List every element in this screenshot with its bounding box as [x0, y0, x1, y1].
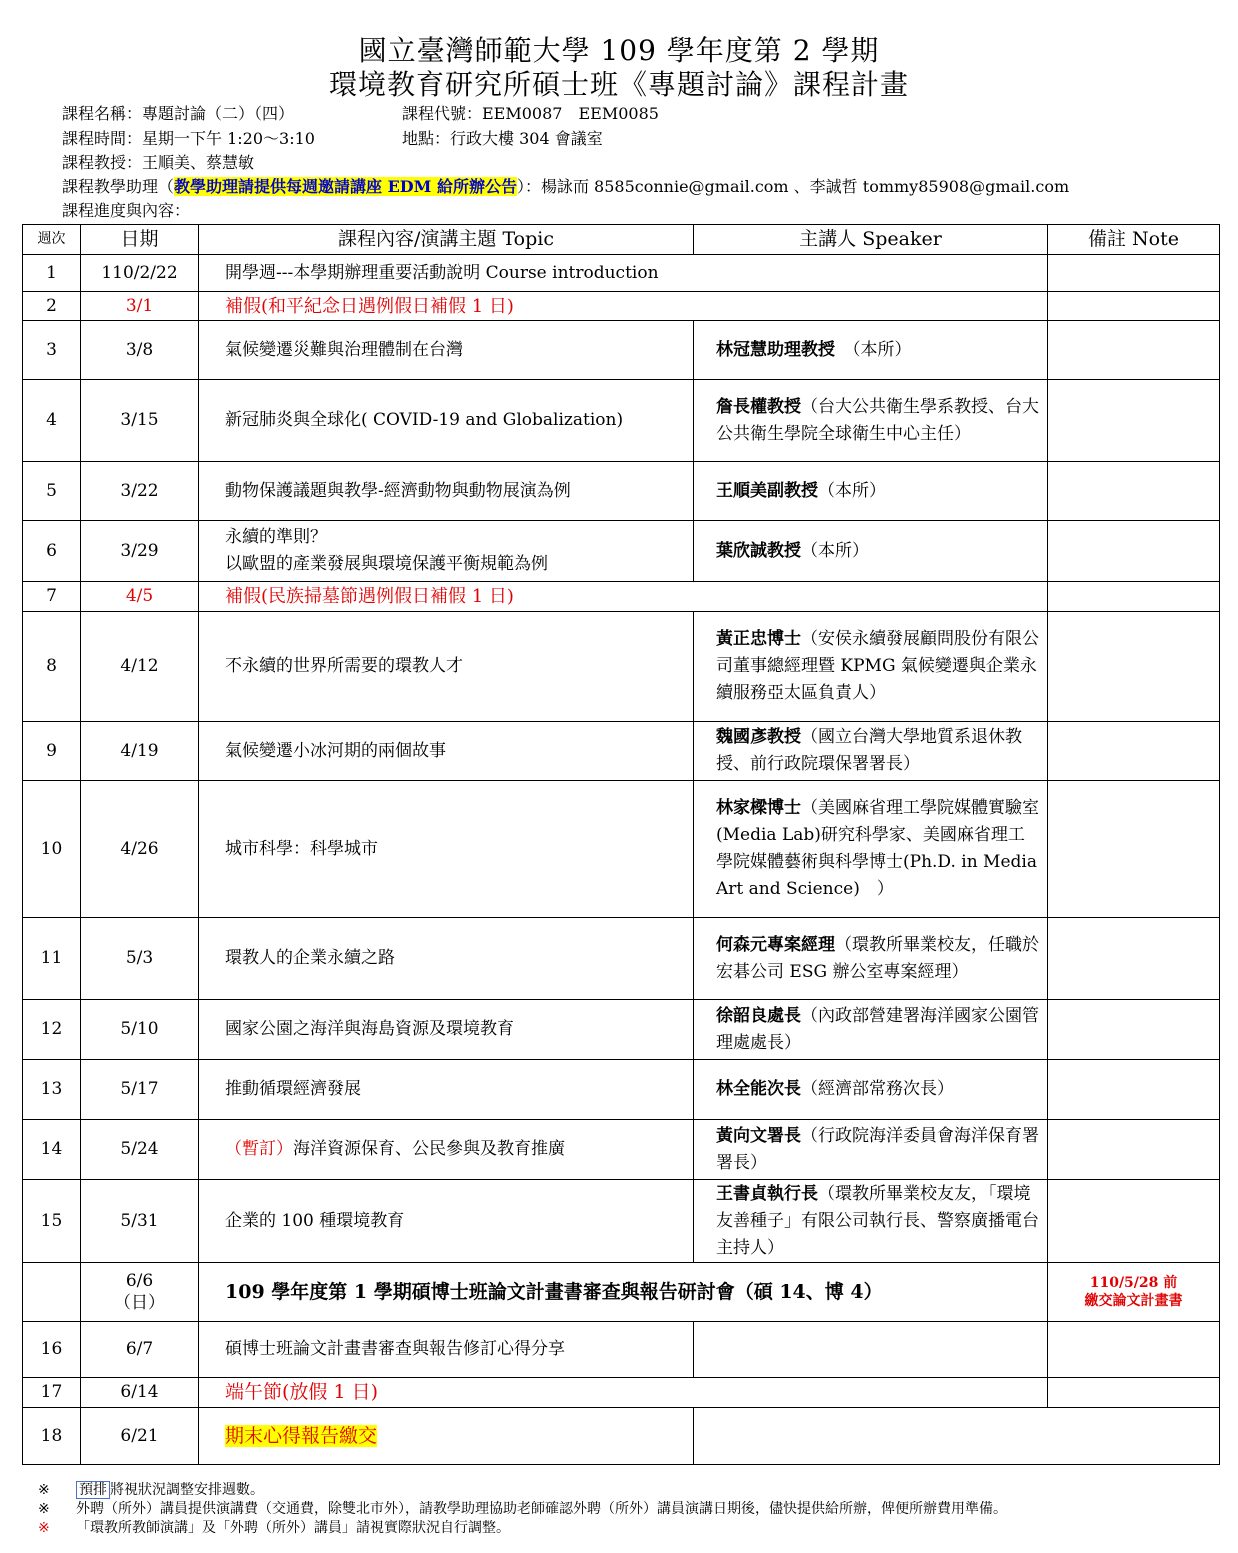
note-cell	[1048, 1322, 1220, 1378]
ta-prefix: 課程教學助理（	[62, 177, 175, 196]
date-cell: 3/8	[81, 321, 199, 380]
speaker-cell	[694, 1180, 1048, 1263]
date-cell: 3/1	[81, 292, 199, 321]
topic-text: 海洋資源保育、公民參與及教育推廣	[293, 1139, 565, 1159]
footnote-text: 外聘（所外）講員提供演講費（交通費，除雙北市外），請教學助理協助老師確認外聘（所外）講員演講日期後，儘快提供給所辦，俾便所辦費用準備。	[76, 1501, 1007, 1517]
date-cell: 6/7	[81, 1322, 199, 1378]
speaker-cell	[694, 1060, 1048, 1120]
ta-contacts: ）：楊詠而 8585connie@gmail.com 、李誠哲 tommy85908@gmail.com	[516, 177, 1070, 196]
header-speaker: 主講人 Speaker	[694, 225, 1048, 255]
speaker-cell	[694, 462, 1048, 521]
week-cell: 14	[23, 1120, 81, 1180]
speaker-affiliation: （環教所畢業校友，任職於宏碁公司 ESG 辦公室專案經理）	[716, 934, 1039, 982]
speaker-affiliation: （內政部營建署海洋國家公園管理處處長）	[716, 1005, 1039, 1053]
topic-cell: 推動循環經濟發展	[199, 1060, 694, 1120]
topic-cell: 環教人的企業永續之路	[199, 918, 694, 1000]
week-cell: 1	[23, 255, 81, 292]
note-cell	[1048, 1060, 1220, 1120]
table-row	[23, 255, 1220, 292]
speaker-name: 詹長權教授	[716, 396, 801, 417]
reference-mark: ※	[38, 1501, 50, 1517]
speaker-affiliation: （本所）	[835, 339, 912, 360]
date-line: （日）	[114, 1293, 165, 1313]
speaker-name: 林全能次長	[716, 1079, 801, 1099]
date-cell: 110/2/22	[81, 255, 199, 292]
topic-cell	[199, 1120, 694, 1180]
topic-cell: 109 學年度第 1 學期碩博士班論文計畫書審查與報告研討會（碩 14、博 4）	[199, 1263, 1048, 1322]
topic-cell: 城市科學：科學城市	[199, 781, 694, 918]
date-cell: 3/22	[81, 462, 199, 521]
note-cell	[1048, 722, 1220, 781]
speaker-name: 王書貞執行長	[716, 1183, 818, 1204]
topic-line: 以歐盟的產業發展與環境保護平衡規範為例	[225, 554, 548, 574]
speaker-name: 林家樑博士	[716, 798, 801, 818]
reference-mark: ※	[38, 1520, 50, 1536]
speaker-cell	[694, 521, 1048, 582]
note-cell	[1048, 380, 1220, 462]
header-topic: 課程內容/演講主題 Topic	[199, 225, 694, 255]
table-row	[23, 722, 1220, 781]
note-line: 繳交論文計畫書	[1084, 1293, 1183, 1309]
table-row	[23, 1263, 1220, 1322]
week-cell: 4	[23, 380, 81, 462]
date-cell: 4/5	[81, 582, 199, 612]
final-report-highlight: 期末心得報告繳交	[225, 1424, 378, 1447]
date-cell: 3/15	[81, 380, 199, 462]
week-cell: 10	[23, 781, 81, 918]
speaker-affiliation: （環教所畢業校友友，「環境友善種子」有限公司執行長、警察廣播電台主持人）	[716, 1183, 1039, 1258]
tentative-tag: （暫訂）	[225, 1139, 293, 1159]
table-row	[23, 321, 1220, 380]
note-cell	[1048, 1378, 1220, 1408]
speaker-cell	[694, 781, 1048, 918]
speaker-cell	[694, 321, 1048, 380]
table-row	[23, 1000, 1220, 1060]
topic-cell: 開學週---本學期辦理重要活動說明 Course introduction	[199, 255, 1048, 292]
topic-cell: 新冠肺炎與全球化( COVID-19 and Globalization)	[199, 380, 694, 462]
footnote-2	[38, 1500, 1007, 1518]
week-cell	[23, 1263, 81, 1322]
table-row	[23, 612, 1220, 722]
document-title-line2: 環境教育研究所碩士班《專題討論》課程計畫	[328, 68, 909, 101]
speaker-affiliation: （台大公共衛生學系教授、台大公共衛生學院全球衛生中心主任）	[716, 396, 1039, 444]
date-cell: 6/14	[81, 1378, 199, 1408]
week-cell: 17	[23, 1378, 81, 1408]
table-row	[23, 1120, 1220, 1180]
speaker-name: 黃向文署長	[716, 1125, 801, 1146]
note-cell	[1048, 1120, 1220, 1180]
topic-cell	[199, 1408, 694, 1465]
week-cell: 18	[23, 1408, 81, 1465]
date-cell: 5/17	[81, 1060, 199, 1120]
speaker-affiliation: （本所）	[818, 480, 886, 501]
date-cell: 5/10	[81, 1000, 199, 1060]
week-cell: 2	[23, 292, 81, 321]
note-cell	[1048, 781, 1220, 918]
note-cell	[1048, 918, 1220, 1000]
note-cell	[1048, 255, 1220, 292]
speaker-cell	[694, 612, 1048, 722]
ta-highlight-notice: 教學助理請提供每週邀請講座 EDM 給所辦公告	[174, 177, 517, 196]
note-cell	[1048, 1180, 1220, 1263]
table-row	[23, 582, 1220, 612]
speaker-cell	[694, 1408, 1220, 1465]
week-cell: 11	[23, 918, 81, 1000]
schedule-label: 課程進度與內容：	[62, 201, 191, 220]
week-cell: 13	[23, 1060, 81, 1120]
course-instructors: 課程教授：王順美、蔡慧敏	[62, 153, 255, 172]
teaching-assistants	[62, 177, 1069, 197]
tentative-boxed-label: 預排	[76, 1481, 110, 1499]
topic-cell: 氣候變遷小冰河期的兩個故事	[199, 722, 694, 781]
topic-cell: 端午節(放假 1 日)	[199, 1378, 1048, 1408]
note-cell	[1048, 1263, 1220, 1322]
note-cell	[1048, 582, 1220, 612]
speaker-cell	[694, 1000, 1048, 1060]
speaker-affiliation: （安侯永續發展顧問股份有限公司董事總經理暨 KPMG 氣候變遷與企業永續服務亞太區負責人）	[716, 629, 1039, 703]
table-row	[23, 1378, 1220, 1408]
footnote-text: 將視狀況調整安排週數。	[110, 1482, 264, 1498]
speaker-name: 王順美副教授	[716, 480, 818, 501]
table-row	[23, 1322, 1220, 1378]
date-cell: 4/26	[81, 781, 199, 918]
week-cell: 9	[23, 722, 81, 781]
speaker-name: 黃正忠博士	[716, 629, 801, 649]
topic-cell: 補假(和平紀念日遇例假日補假 1 日)	[199, 292, 1048, 321]
week-cell: 7	[23, 582, 81, 612]
document-title-line1: 國立臺灣師範大學 109 學年度第 2 學期	[358, 34, 880, 67]
footnote-3	[38, 1519, 510, 1537]
date-cell: 6/21	[81, 1408, 199, 1465]
topic-line: 永續的準則？	[225, 527, 327, 547]
date-cell: 3/29	[81, 521, 199, 582]
footnote-1	[38, 1481, 264, 1499]
date-cell: 4/19	[81, 722, 199, 781]
speaker-affiliation: （美國麻省理工學院媒體實驗室(Media Lab)研究科學家、美國麻省理工學院媒體藝術與科學博士(Ph.D. in Media Art and Science) ）	[716, 798, 1039, 899]
speaker-cell	[694, 918, 1048, 1000]
date-line: 6/6	[125, 1271, 154, 1291]
header-week: 週次	[23, 225, 81, 255]
note-cell	[1048, 1000, 1220, 1060]
topic-cell: 氣候變遷災難與治理體制在台灣	[199, 321, 694, 380]
speaker-affiliation: （本所）	[801, 540, 869, 561]
speaker-affiliation: （行政院海洋委員會海洋保育署署長）	[716, 1125, 1039, 1173]
speaker-affiliation: （經濟部常務次長）	[801, 1079, 954, 1099]
week-cell: 6	[23, 521, 81, 582]
table-row	[23, 1408, 1220, 1465]
week-cell: 16	[23, 1322, 81, 1378]
speaker-name: 徐韶良處長	[716, 1005, 801, 1026]
speaker-name: 魏國彥教授	[716, 727, 801, 747]
footnote-text: 「環教所教師演講」及「外聘（所外）講員」請視實際狀況自行調整。	[76, 1520, 510, 1536]
week-cell: 3	[23, 321, 81, 380]
speaker-cell	[694, 1322, 1048, 1378]
date-cell: 5/31	[81, 1180, 199, 1263]
topic-cell: 碩博士班論文計畫書審查與報告修訂心得分享	[199, 1322, 694, 1378]
week-cell: 12	[23, 1000, 81, 1060]
date-cell: 5/24	[81, 1120, 199, 1180]
topic-cell: 國家公園之海洋與海島資源及環境教育	[199, 1000, 694, 1060]
speaker-cell	[694, 722, 1048, 781]
course-name: 課程名稱：專題討論（二）（四）	[62, 104, 295, 123]
table-row	[23, 918, 1220, 1000]
note-line: 110/5/28 前	[1089, 1275, 1178, 1291]
topic-cell: 補假(民族掃墓節遇例假日補假 1 日)	[199, 582, 1048, 612]
week-cell: 8	[23, 612, 81, 722]
date-cell: 4/12	[81, 612, 199, 722]
table-row	[23, 462, 1220, 521]
speaker-affiliation: （國立台灣大學地質系退休教授、前行政院環保署署長）	[716, 727, 1022, 774]
header-note: 備註 Note	[1048, 225, 1220, 255]
table-row	[23, 1180, 1220, 1263]
note-cell	[1048, 462, 1220, 521]
table-row	[23, 1060, 1220, 1120]
speaker-name: 葉欣誠教授	[716, 540, 801, 561]
table-row	[23, 521, 1220, 582]
header-date: 日期	[81, 225, 199, 255]
week-cell: 5	[23, 462, 81, 521]
course-time: 課程時間：星期一下午 1:20～3:10	[62, 129, 315, 148]
speaker-name: 林冠慧助理教授	[716, 339, 835, 360]
topic-cell: 動物保護議題與教學-經濟動物與動物展演為例	[199, 462, 694, 521]
speaker-cell	[694, 380, 1048, 462]
table-row	[23, 781, 1220, 918]
table-row	[23, 292, 1220, 321]
topic-cell	[199, 521, 694, 582]
speaker-cell	[694, 1120, 1048, 1180]
course-code: 課程代號：EEM0087 EEM0085	[402, 104, 659, 123]
note-cell	[1048, 292, 1220, 321]
schedule-table	[22, 224, 1220, 1465]
table-header-row	[23, 225, 1220, 255]
topic-cell: 企業的 100 種環境教育	[199, 1180, 694, 1263]
table-row	[23, 380, 1220, 462]
week-cell: 15	[23, 1180, 81, 1263]
course-location: 地點：行政大樓 304 會議室	[402, 129, 603, 148]
speaker-name: 何森元專案經理	[716, 934, 835, 955]
note-cell	[1048, 521, 1220, 582]
topic-cell: 不永續的世界所需要的環教人才	[199, 612, 694, 722]
reference-mark: ※	[38, 1482, 50, 1498]
note-cell	[1048, 612, 1220, 722]
date-cell: 5/3	[81, 918, 199, 1000]
date-cell	[81, 1263, 199, 1322]
note-cell	[1048, 321, 1220, 380]
